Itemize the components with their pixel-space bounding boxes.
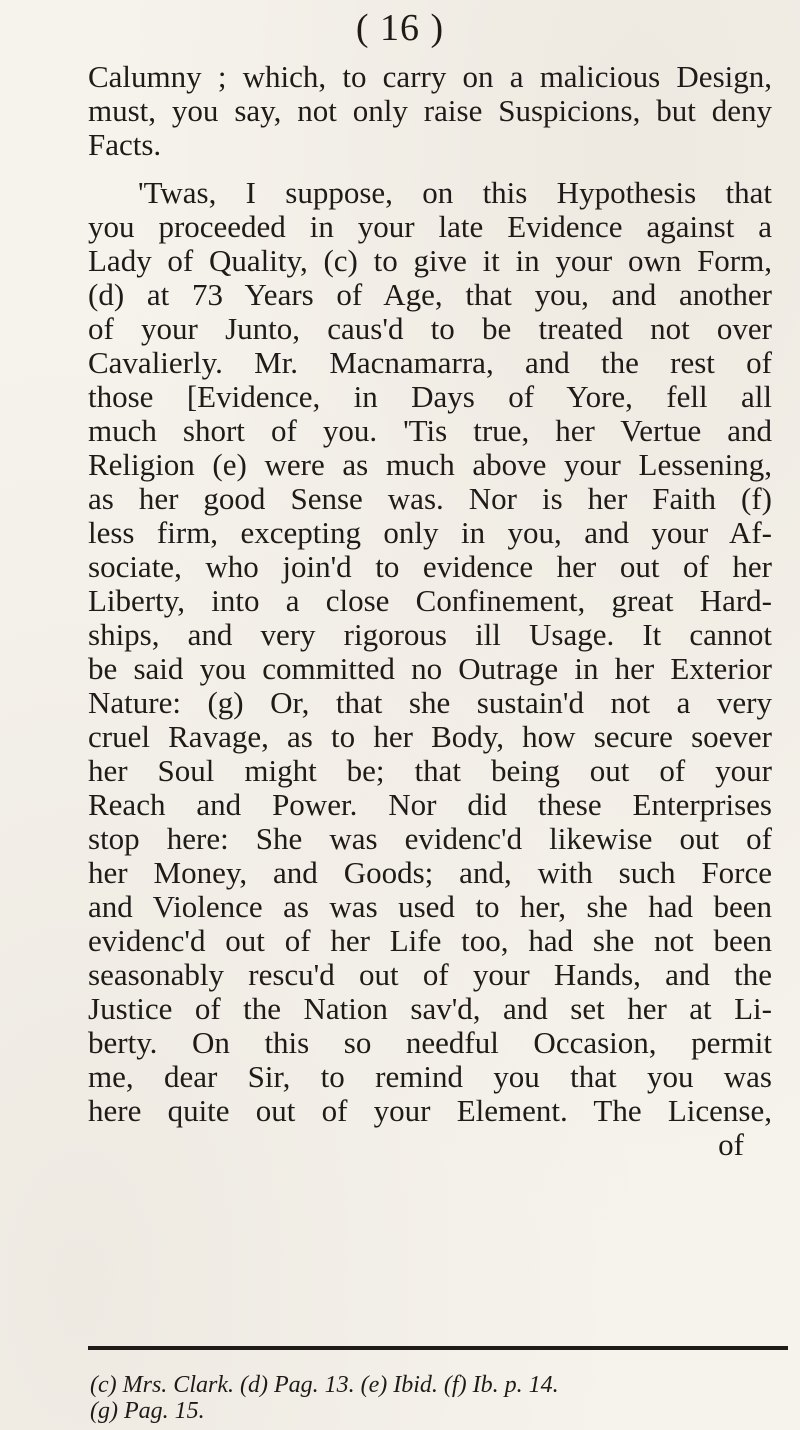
text-line: Calumny ; which, to carry on a malicious Design,	[88, 60, 772, 94]
text-line: her Money, and Goods; and, with such Force	[88, 856, 772, 890]
text-line: her Soul might be; that being out of your	[88, 754, 772, 788]
text-line: Liberty, into a close Confinement, great Hard-	[88, 584, 772, 618]
text-line: as her good Sense was. Nor is her Faith (f)	[88, 482, 772, 516]
text-line: be said you committed no Outrage in her Exterior	[88, 652, 772, 686]
text-line: much short of you. 'Tis true, her Vertue and	[88, 414, 772, 448]
text-line: me, dear Sir, to remind you that you was	[88, 1060, 772, 1094]
catchword: of	[718, 1128, 744, 1162]
footnote-line: (g) Pag. 15.	[90, 1398, 205, 1424]
text-line: here quite out of your Element. The License,	[88, 1094, 772, 1128]
text-line: Facts.	[88, 128, 162, 162]
text-line: sociate, who join'd to evidence her out of her	[88, 550, 772, 584]
text-line: of your Junto, caus'd to be treated not over	[88, 312, 772, 346]
text-line: evidenc'd out of her Life too, had she not been	[88, 924, 772, 958]
text-line: Religion (e) were as much above your Lessening,	[88, 448, 772, 482]
footnotes	[90, 1372, 780, 1424]
footnote-line: (c) Mrs. Clark. (d) Pag. 13. (e) Ibid. (f) Ib. p. 14.	[90, 1372, 559, 1398]
text-line: less firm, excepting only in you, and your Af-	[88, 516, 772, 550]
footnote-rule	[88, 1346, 788, 1350]
text-line: berty. On this so needful Occasion, permit	[88, 1026, 772, 1060]
text-line: stop here: She was evidenc'd likewise out of	[88, 822, 772, 856]
text-line: Nature: (g) Or, that she sustain'd not a very	[88, 686, 772, 720]
text-line: Cavalierly. Mr. Macnamarra, and the rest of	[88, 346, 772, 380]
text-line: you proceeded in your late Evidence against a	[88, 210, 772, 244]
text-line: Justice of the Nation sav'd, and set her at Li-	[88, 992, 772, 1026]
text-line: Lady of Quality, (c) to give it in your own Form,	[88, 244, 772, 278]
page-number: ( 16 )	[355, 7, 445, 49]
text-line: Reach and Power. Nor did these Enterprises	[88, 788, 772, 822]
text-line: seasonably rescu'd out of your Hands, and the	[88, 958, 772, 992]
text-line: must, you say, not only raise Suspicions, but deny	[88, 94, 772, 128]
text-line: those [Evidence, in Days of Yore, fell all	[88, 380, 772, 414]
opening-paragraph	[88, 60, 772, 162]
main-paragraph	[88, 176, 772, 1162]
text-line: ships, and very rigorous ill Usage. It cannot	[88, 618, 772, 652]
text-line: cruel Ravage, as to her Body, how secure soever	[88, 720, 772, 754]
text-line: (d) at 73 Years of Age, that you, and another	[88, 278, 772, 312]
text-line: and Violence as was used to her, she had been	[88, 890, 772, 924]
text-line: 'Twas, I suppose, on this Hypothesis that	[138, 176, 772, 210]
